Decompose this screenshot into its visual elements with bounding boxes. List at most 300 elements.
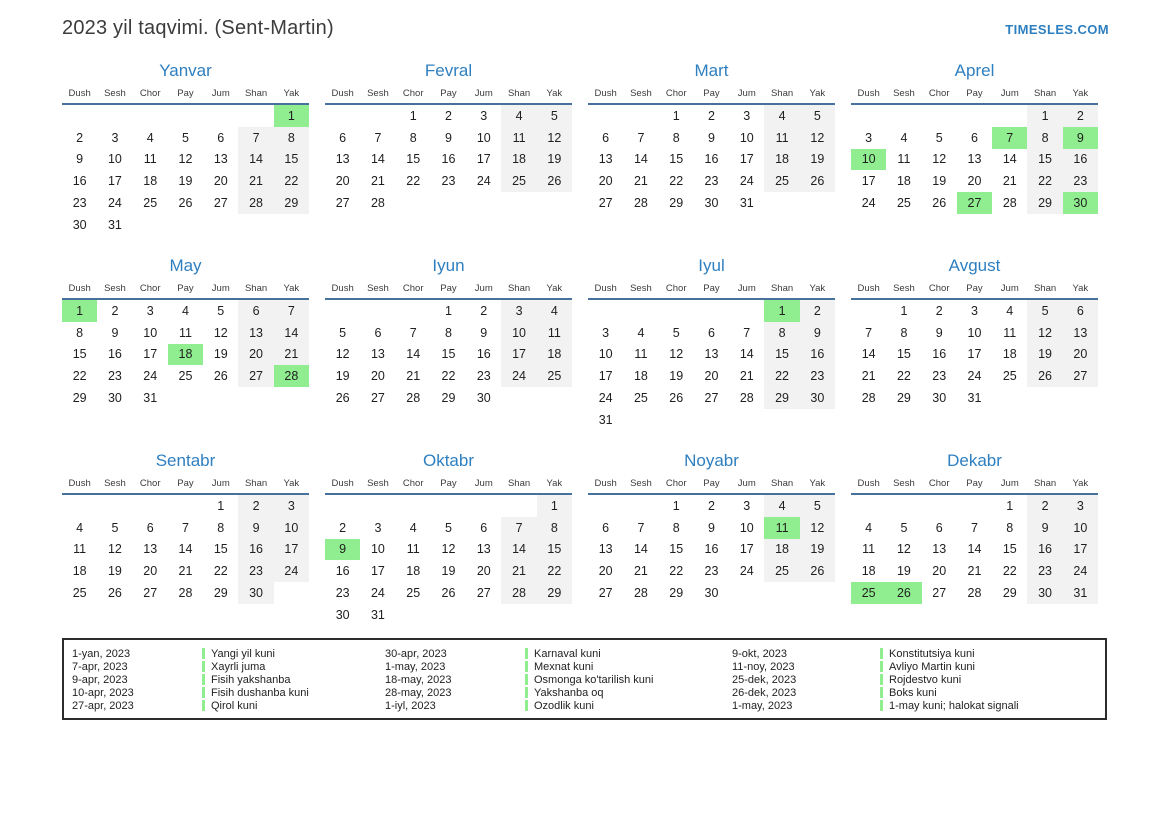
- day-cell: 19: [335, 369, 350, 384]
- day-cell: 23: [72, 196, 87, 211]
- month-may: [62, 255, 309, 438]
- day-cell: 1: [1027, 105, 1062, 127]
- day-cell: 1: [274, 105, 309, 127]
- day-cell: 5: [537, 105, 572, 127]
- day-cell: 19: [107, 564, 122, 579]
- day-cell: 1: [409, 108, 417, 123]
- weekday-label: Shan: [244, 478, 268, 489]
- day-cell: 5: [217, 303, 225, 318]
- legend-label: 1-may kuni; halokat signali: [889, 699, 1019, 712]
- day-cell: 22: [72, 369, 87, 384]
- day-cell-empty: [168, 105, 203, 127]
- day-cell: 2: [708, 108, 715, 123]
- day-cell-empty: [203, 409, 238, 431]
- day-cell: 20: [370, 369, 385, 384]
- day-cell: 20: [704, 369, 719, 384]
- weekday-label: Dush: [594, 283, 617, 294]
- day-cell: 30: [704, 196, 719, 211]
- day-cell: 19: [800, 149, 835, 171]
- day-cell: 2: [238, 495, 273, 517]
- day-cell: 26: [441, 586, 456, 601]
- day-cell: 28: [1002, 196, 1017, 211]
- weekday-header-row: [62, 478, 309, 495]
- month-title: Iyul: [698, 256, 725, 275]
- month-title: Sentabr: [155, 451, 216, 470]
- day-cell: 5: [900, 520, 908, 535]
- legend-date: 30-apr, 2023: [385, 647, 447, 660]
- day-cell-empty: [466, 192, 501, 214]
- legend-row: [72, 660, 385, 673]
- legend-row: [72, 699, 385, 712]
- day-cell: 21: [370, 174, 385, 189]
- day-cell: 31: [739, 196, 754, 211]
- weekday-label: Chor: [928, 88, 950, 99]
- day-cell: 22: [274, 170, 309, 192]
- day-cell-empty: [659, 604, 694, 626]
- day-cell: 5: [672, 325, 680, 340]
- legend-date: 28-may, 2023: [385, 686, 452, 699]
- day-cell: 17: [739, 152, 754, 167]
- day-cell: 3: [111, 130, 119, 145]
- day-cell: 25: [143, 196, 158, 211]
- day-cell: 16: [107, 347, 122, 362]
- day-cell: 27: [704, 391, 719, 406]
- day-cell: 24: [274, 560, 309, 582]
- day-cell: 25: [1002, 369, 1017, 384]
- weekday-label: Pay: [177, 88, 194, 99]
- day-cell: 1: [537, 495, 572, 517]
- day-cell: 2: [1063, 105, 1098, 127]
- day-cell-empty: [325, 105, 360, 127]
- legend-column: [72, 647, 385, 712]
- day-cell: 16: [704, 542, 719, 557]
- month-oktabr: [325, 450, 572, 633]
- day-cell: 6: [374, 325, 382, 340]
- weekday-label: Chor: [665, 478, 687, 489]
- day-cell: 8: [445, 325, 452, 340]
- day-cell: 17: [107, 174, 122, 189]
- day-cell-empty: [1027, 604, 1062, 626]
- day-cell: 17: [1063, 539, 1098, 561]
- holiday-marker-icon: [202, 687, 205, 698]
- day-cell-empty: [537, 214, 572, 236]
- day-cell: 28: [370, 196, 385, 211]
- day-cell-empty: [1027, 387, 1062, 409]
- day-cell: 10: [107, 152, 122, 167]
- day-cell: 8: [1027, 127, 1062, 149]
- month-days-grid: [851, 495, 1098, 626]
- day-cell: 22: [896, 369, 911, 384]
- day-cell: 18: [537, 344, 572, 366]
- day-cell: 14: [739, 347, 754, 362]
- day-cell: 5: [445, 520, 452, 535]
- legend-label: Karnaval kuni: [534, 647, 601, 660]
- month-iyul: [588, 255, 835, 438]
- day-cell: 30: [1027, 582, 1062, 604]
- weekday-label: Yak: [1072, 88, 1089, 99]
- day-cell: 23: [476, 369, 491, 384]
- day-cell: 18: [633, 369, 648, 384]
- weekday-label: Sesh: [104, 478, 126, 489]
- day-cell: 31: [967, 391, 982, 406]
- day-cell: 18: [501, 149, 536, 171]
- day-cell: 5: [339, 325, 347, 340]
- day-cell-empty: [851, 214, 886, 236]
- day-cell-empty: [886, 105, 921, 127]
- weekday-label: Dush: [68, 88, 91, 99]
- month-days-grid: [588, 495, 835, 626]
- day-cell: 6: [146, 520, 154, 535]
- day-cell: 11: [179, 325, 192, 340]
- legend-label: Rojdestvo kuni: [889, 673, 962, 686]
- day-cell-empty: [537, 387, 572, 409]
- month-days-grid: [62, 495, 309, 626]
- day-cell: 21: [633, 174, 648, 189]
- day-cell: 23: [800, 365, 835, 387]
- day-cell-empty: [325, 495, 360, 517]
- day-cell-empty: [694, 214, 729, 236]
- day-cell-empty: [800, 604, 835, 626]
- day-cell: 29: [1027, 192, 1062, 214]
- legend-date: 27-apr, 2023: [72, 699, 134, 712]
- day-cell: 9: [800, 322, 835, 344]
- weekday-label: Shan: [507, 478, 531, 489]
- day-cell: 11: [764, 517, 799, 539]
- day-cell: 20: [598, 174, 613, 189]
- day-cell: 23: [335, 586, 350, 601]
- day-cell: 24: [967, 369, 982, 384]
- day-cell-empty: [466, 409, 501, 431]
- day-cell: 2: [480, 303, 488, 318]
- day-cell-empty: [623, 604, 658, 626]
- weekday-label: Pay: [440, 478, 457, 489]
- day-cell-empty: [588, 214, 623, 236]
- legend-row: [732, 647, 1097, 660]
- weekday-label: Shan: [244, 88, 268, 99]
- day-cell: 20: [238, 344, 273, 366]
- day-cell: 25: [406, 586, 421, 601]
- day-cell-empty: [62, 409, 97, 431]
- day-cell-empty: [501, 409, 536, 431]
- legend-date: 10-apr, 2023: [72, 686, 134, 699]
- day-cell-empty: [168, 214, 203, 236]
- month-days-grid: [851, 105, 1098, 236]
- day-cell: 17: [370, 564, 385, 579]
- day-cell-empty: [659, 409, 694, 431]
- day-cell-empty: [922, 495, 957, 517]
- day-cell: 7: [743, 325, 751, 340]
- day-cell: 20: [967, 174, 982, 189]
- weekday-label: Sesh: [893, 478, 915, 489]
- weekday-header-row: [325, 283, 572, 300]
- day-cell: 12: [107, 542, 122, 557]
- day-cell: 29: [72, 391, 87, 406]
- day-cell: 30: [335, 607, 350, 622]
- weekday-label: Shan: [770, 478, 794, 489]
- month-sentabr: [62, 450, 309, 633]
- day-cell-empty: [886, 604, 921, 626]
- weekday-label: Dush: [68, 478, 91, 489]
- day-cell: 7: [637, 520, 645, 535]
- month-avgust: [851, 255, 1098, 438]
- day-cell: 22: [1027, 170, 1062, 192]
- day-cell: 18: [143, 174, 158, 189]
- day-cell: 27: [957, 192, 992, 214]
- day-cell: 11: [406, 542, 420, 557]
- holiday-marker-icon: [880, 661, 883, 672]
- day-cell: 9: [445, 130, 452, 145]
- day-cell-empty: [501, 214, 536, 236]
- day-cell: 18: [168, 344, 203, 366]
- day-cell: 11: [634, 347, 648, 362]
- day-cell: 15: [274, 149, 309, 171]
- day-cell: 7: [409, 325, 417, 340]
- day-cell: 8: [900, 325, 908, 340]
- day-cell: 7: [182, 520, 189, 535]
- day-cell: 3: [743, 108, 751, 123]
- day-cell-empty: [168, 604, 203, 626]
- day-cell: 21: [861, 369, 876, 384]
- day-cell: 22: [537, 560, 572, 582]
- day-cell: 25: [764, 170, 799, 192]
- day-cell: 17: [598, 369, 613, 384]
- day-cell: 7: [971, 520, 978, 535]
- day-cell: 7: [992, 127, 1027, 149]
- weekday-label: Dush: [331, 88, 354, 99]
- holiday-marker-icon: [880, 648, 883, 659]
- legend-date: 25-dek, 2023: [732, 673, 797, 686]
- day-cell: 27: [143, 586, 158, 601]
- day-cell: 21: [238, 170, 273, 192]
- weekday-label: Chor: [402, 283, 424, 294]
- day-cell: 27: [476, 586, 491, 601]
- legend-label: Fisih dushanba kuni: [211, 686, 309, 699]
- day-cell: 16: [238, 539, 273, 561]
- day-cell: 21: [967, 564, 982, 579]
- day-cell: 10: [476, 130, 491, 145]
- weekday-label: Yak: [283, 478, 300, 489]
- timesles-site-link[interactable]: TIMESLES.COM: [1005, 22, 1109, 37]
- month-title: Aprel: [954, 61, 995, 80]
- day-cell: 13: [476, 542, 491, 557]
- day-cell: 22: [406, 174, 421, 189]
- day-cell: 31: [107, 217, 122, 232]
- day-cell: 8: [274, 127, 309, 149]
- day-cell-empty: [203, 105, 238, 127]
- day-cell: 14: [406, 347, 421, 362]
- day-cell: 15: [72, 347, 87, 362]
- day-cell: 18: [1002, 347, 1017, 362]
- day-cell: 28: [178, 586, 193, 601]
- weekday-label: Dush: [68, 283, 91, 294]
- weekday-label: Shan: [770, 88, 794, 99]
- day-cell-empty: [431, 604, 466, 626]
- day-cell: 31: [1063, 582, 1098, 604]
- day-cell: 4: [637, 325, 645, 340]
- day-cell-empty: [360, 105, 395, 127]
- month-aprel: [851, 60, 1098, 243]
- day-cell-empty: [623, 214, 658, 236]
- day-cell: 15: [1027, 149, 1062, 171]
- day-cell: 6: [217, 130, 225, 145]
- day-cell-empty: [360, 495, 395, 517]
- weekday-label: Shan: [507, 283, 531, 294]
- day-cell: 4: [76, 520, 84, 535]
- day-cell-empty: [396, 409, 431, 431]
- month-days-grid: [851, 300, 1098, 431]
- legend-label: Osmonga ko'tarilish kuni: [534, 673, 654, 686]
- day-cell: 13: [932, 542, 947, 557]
- day-cell-empty: [588, 604, 623, 626]
- day-cell: 27: [932, 586, 947, 601]
- day-cell-empty: [922, 105, 957, 127]
- day-cell: 2: [708, 498, 715, 513]
- day-cell-empty: [97, 409, 132, 431]
- day-cell: 11: [862, 542, 876, 557]
- weekday-label: Shan: [1033, 478, 1057, 489]
- day-cell: 25: [896, 196, 911, 211]
- day-cell: 12: [441, 542, 456, 557]
- day-cell: 29: [669, 196, 684, 211]
- day-cell-empty: [396, 214, 431, 236]
- day-cell: 27: [370, 391, 385, 406]
- day-cell: 24: [107, 196, 122, 211]
- day-cell: 11: [501, 127, 536, 149]
- day-cell: 14: [633, 152, 648, 167]
- weekday-label: Yak: [809, 88, 826, 99]
- holiday-marker-icon: [525, 661, 528, 672]
- month-title: Iyun: [432, 256, 465, 275]
- day-cell: 13: [967, 152, 982, 167]
- weekday-label: Yak: [809, 283, 826, 294]
- day-cell: 9: [76, 152, 84, 167]
- day-cell: 26: [886, 582, 921, 604]
- day-cell-empty: [238, 604, 273, 626]
- month-title: Oktabr: [422, 451, 475, 470]
- day-cell-empty: [466, 495, 501, 517]
- weekday-label: Jum: [737, 88, 756, 99]
- legend-date: 9-apr, 2023: [72, 673, 128, 686]
- day-cell: 30: [72, 217, 87, 232]
- day-cell: 19: [537, 149, 572, 171]
- month-title: May: [169, 256, 202, 275]
- weekday-label: Yak: [546, 88, 563, 99]
- day-cell: 26: [213, 369, 228, 384]
- day-cell: 9: [325, 539, 360, 561]
- day-cell: 4: [900, 130, 908, 145]
- day-cell: 18: [72, 564, 87, 579]
- day-cell-empty: [360, 214, 395, 236]
- day-cell: 15: [406, 152, 421, 167]
- day-cell: 20: [476, 564, 491, 579]
- legend-row: [732, 660, 1097, 673]
- day-cell-empty: [238, 214, 273, 236]
- day-cell-empty: [431, 495, 466, 517]
- day-cell: 13: [1063, 322, 1098, 344]
- day-cell-empty: [886, 214, 921, 236]
- day-cell: 26: [669, 391, 684, 406]
- weekday-label: Jum: [474, 283, 493, 294]
- legend-row: [385, 647, 732, 660]
- day-cell-empty: [537, 604, 572, 626]
- day-cell: 21: [633, 564, 648, 579]
- holiday-marker-icon: [525, 700, 528, 711]
- day-cell-empty: [800, 214, 835, 236]
- day-cell: 23: [704, 564, 719, 579]
- day-cell: 9: [111, 325, 119, 340]
- day-cell: 28: [967, 586, 982, 601]
- weekday-header-row: [851, 478, 1098, 495]
- day-cell: 1: [672, 108, 680, 123]
- day-cell: 11: [73, 542, 87, 557]
- weekday-label: Yak: [283, 88, 300, 99]
- day-cell-empty: [238, 387, 273, 409]
- day-cell: 29: [1002, 586, 1017, 601]
- day-cell-empty: [623, 409, 658, 431]
- day-cell: 23: [441, 174, 456, 189]
- day-cell-empty: [729, 300, 764, 322]
- day-cell: 17: [274, 539, 309, 561]
- weekday-label: Yak: [1072, 478, 1089, 489]
- month-days-grid: [62, 300, 309, 431]
- day-cell: 1: [217, 498, 225, 513]
- day-cell-empty: [1063, 409, 1098, 431]
- day-cell: 18: [764, 149, 799, 171]
- day-cell-empty: [623, 300, 658, 322]
- month-title: Yanvar: [159, 61, 212, 80]
- day-cell: 23: [1063, 170, 1098, 192]
- day-cell: 19: [896, 564, 911, 579]
- legend-row: [385, 686, 732, 699]
- day-cell: 1: [1006, 498, 1014, 513]
- weekday-label: Pay: [966, 88, 983, 99]
- day-cell: 10: [739, 520, 754, 535]
- day-cell-empty: [957, 495, 992, 517]
- day-cell-empty: [133, 409, 168, 431]
- day-cell: 12: [537, 127, 572, 149]
- day-cell: 27: [598, 196, 613, 211]
- day-cell: 2: [1027, 495, 1062, 517]
- day-cell: 20: [335, 174, 350, 189]
- day-cell: 8: [217, 520, 225, 535]
- legend-date: 18-may, 2023: [385, 673, 452, 686]
- month-days-grid: [325, 495, 572, 626]
- day-cell-empty: [729, 604, 764, 626]
- month-title: Noyabr: [684, 451, 739, 470]
- day-cell-empty: [431, 214, 466, 236]
- day-cell: 14: [861, 347, 876, 362]
- day-cell: 14: [274, 322, 309, 344]
- day-cell: 12: [213, 325, 228, 340]
- day-cell: 30: [107, 391, 122, 406]
- day-cell: 29: [896, 391, 911, 406]
- months-grid: [62, 60, 1169, 633]
- day-cell-empty: [238, 105, 273, 127]
- day-cell-empty: [922, 604, 957, 626]
- legend-column: [732, 647, 1097, 712]
- weekday-label: Yak: [546, 283, 563, 294]
- day-cell: 8: [672, 520, 680, 535]
- day-cell: 17: [861, 174, 876, 189]
- weekday-header-row: [588, 478, 835, 495]
- day-cell: 3: [501, 300, 536, 322]
- day-cell: 8: [409, 130, 417, 145]
- day-cell-empty: [922, 214, 957, 236]
- month-title: Dekabr: [947, 451, 1002, 470]
- day-cell: 19: [800, 539, 835, 561]
- month-mart: [588, 60, 835, 243]
- day-cell: 13: [370, 347, 385, 362]
